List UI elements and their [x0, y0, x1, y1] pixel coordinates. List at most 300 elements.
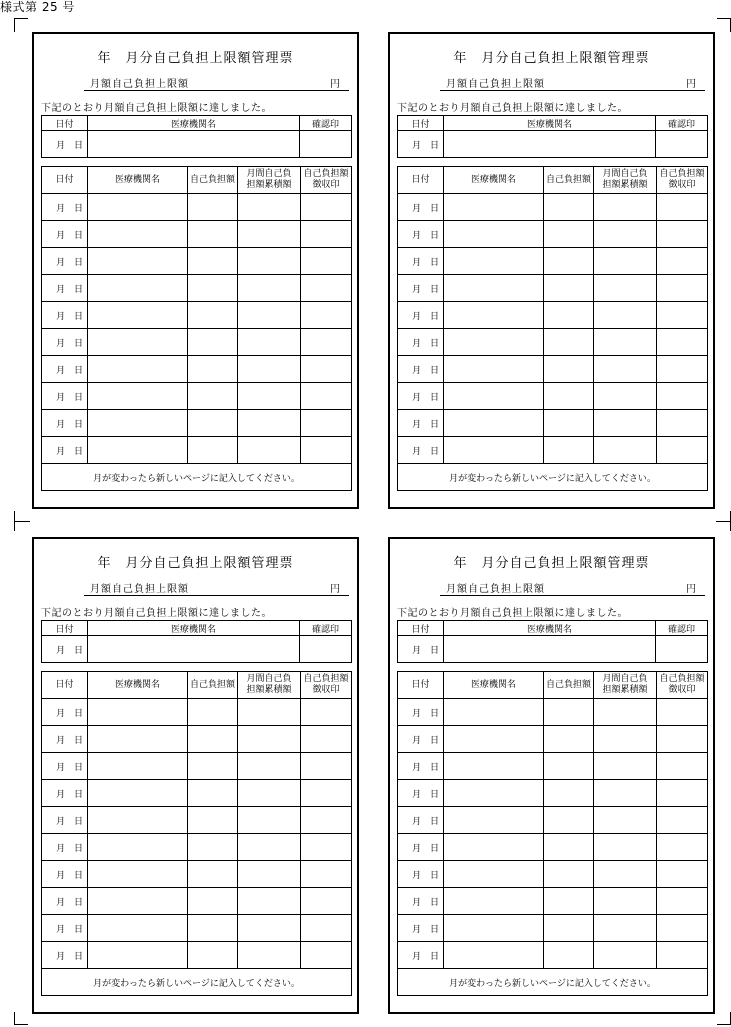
- cumulative-cell[interactable]: [238, 221, 301, 248]
- institution-cell[interactable]: [444, 834, 544, 861]
- collected-seal-cell[interactable]: [301, 221, 352, 248]
- cumulative-cell[interactable]: [594, 915, 657, 942]
- collected-seal-cell[interactable]: [301, 753, 352, 780]
- month-day-label: 月 日: [412, 789, 439, 800]
- institution-cell[interactable]: [444, 861, 544, 888]
- cumulative-cell[interactable]: [238, 437, 301, 464]
- institution-cell[interactable]: [88, 221, 188, 248]
- cumulative-cell[interactable]: [594, 834, 657, 861]
- institution-cell[interactable]: [88, 861, 188, 888]
- copay-cell[interactable]: [188, 383, 238, 410]
- date-cell[interactable]: [42, 131, 88, 158]
- copay-cell[interactable]: [544, 329, 594, 356]
- month-day-label: 月 日: [56, 708, 83, 719]
- copay-cell[interactable]: [544, 221, 594, 248]
- collected-seal-cell[interactable]: [301, 275, 352, 302]
- collected-seal-cell[interactable]: [657, 726, 708, 753]
- table-row: [398, 221, 708, 248]
- institution-cell[interactable]: [444, 942, 544, 969]
- limit-reached-table: [397, 115, 708, 158]
- copay-cell[interactable]: [544, 807, 594, 834]
- institution-cell[interactable]: [88, 131, 300, 158]
- cumulative-cell[interactable]: [594, 248, 657, 275]
- institution-cell[interactable]: [444, 753, 544, 780]
- collected-seal-cell[interactable]: [657, 888, 708, 915]
- limit-reached-note: 下記のとおり月額自己負担上限額に達しました。: [397, 103, 628, 114]
- copay-cell[interactable]: [188, 942, 238, 969]
- date-cell[interactable]: [42, 807, 88, 834]
- seal-cell[interactable]: [300, 636, 352, 663]
- yen-unit: 円: [330, 584, 341, 595]
- cumulative-cell[interactable]: [238, 194, 301, 221]
- date-cell[interactable]: [42, 275, 88, 302]
- cumulative-cell[interactable]: [594, 194, 657, 221]
- cumulative-cell[interactable]: [238, 329, 301, 356]
- institution-cell[interactable]: [444, 636, 656, 663]
- cumulative-cell[interactable]: [594, 780, 657, 807]
- cumulative-header-line1: 月間自己負: [246, 674, 292, 684]
- institution-cell[interactable]: [444, 699, 544, 726]
- copay-record-table: [397, 166, 708, 491]
- date-cell[interactable]: [398, 726, 444, 753]
- collected-seal-cell[interactable]: [301, 356, 352, 383]
- date-header: 日付: [42, 672, 88, 699]
- table-row: [398, 726, 708, 753]
- date-cell[interactable]: [42, 915, 88, 942]
- date-cell[interactable]: [398, 302, 444, 329]
- collected-seal-cell[interactable]: [657, 329, 708, 356]
- collected-seal-cell[interactable]: [657, 248, 708, 275]
- cumulative-cell[interactable]: [238, 699, 301, 726]
- cumulative-cell[interactable]: [594, 726, 657, 753]
- cumulative-header-line2: 担額累積額: [246, 180, 292, 190]
- month-day-label: 月 日: [412, 140, 439, 151]
- copay-record-table: [397, 671, 708, 996]
- copay-header: 自己負担額: [188, 672, 238, 699]
- collected-seal-cell[interactable]: [657, 699, 708, 726]
- date-cell[interactable]: [42, 356, 88, 383]
- month-day-label: 月 日: [56, 951, 83, 962]
- month-day-label: 月 日: [56, 843, 83, 854]
- copay-cell[interactable]: [188, 726, 238, 753]
- cumulative-header: [238, 167, 301, 194]
- table-row: [42, 356, 352, 383]
- cumulative-cell[interactable]: [594, 807, 657, 834]
- collected-header-line1: 自己負担額: [659, 674, 705, 684]
- table-row: [398, 248, 708, 275]
- date-cell[interactable]: [42, 753, 88, 780]
- month-day-label: 月 日: [56, 392, 83, 403]
- collected-seal-cell[interactable]: [657, 861, 708, 888]
- cumulative-cell[interactable]: [594, 221, 657, 248]
- collected-seal-header: [657, 672, 708, 699]
- institution-cell[interactable]: [88, 888, 188, 915]
- date-cell[interactable]: [398, 780, 444, 807]
- date-cell[interactable]: [42, 780, 88, 807]
- monthly-limit-line: [440, 579, 705, 596]
- copay-cell[interactable]: [544, 942, 594, 969]
- collected-seal-cell[interactable]: [301, 248, 352, 275]
- cumulative-cell[interactable]: [594, 302, 657, 329]
- copay-cell[interactable]: [188, 437, 238, 464]
- copay-cell[interactable]: [188, 302, 238, 329]
- collected-seal-cell[interactable]: [301, 329, 352, 356]
- cumulative-cell[interactable]: [238, 383, 301, 410]
- limit-reached-table: [41, 115, 352, 158]
- copay-cell[interactable]: [188, 275, 238, 302]
- copay-cell[interactable]: [188, 861, 238, 888]
- institution-cell[interactable]: [88, 383, 188, 410]
- institution-cell[interactable]: [88, 915, 188, 942]
- collected-seal-cell[interactable]: [657, 753, 708, 780]
- collected-seal-cell[interactable]: [301, 437, 352, 464]
- copay-cell[interactable]: [544, 888, 594, 915]
- date-cell[interactable]: [398, 383, 444, 410]
- date-cell[interactable]: [398, 410, 444, 437]
- copay-cell[interactable]: [544, 834, 594, 861]
- institution-cell[interactable]: [88, 302, 188, 329]
- collected-seal-cell[interactable]: [657, 780, 708, 807]
- copay-cell[interactable]: [544, 726, 594, 753]
- date-header: 日付: [398, 116, 444, 131]
- copay-cell[interactable]: [544, 753, 594, 780]
- institution-cell[interactable]: [88, 410, 188, 437]
- institution-cell[interactable]: [444, 888, 544, 915]
- date-cell[interactable]: [398, 194, 444, 221]
- date-cell[interactable]: [42, 410, 88, 437]
- collected-seal-cell[interactable]: [301, 780, 352, 807]
- copay-cell[interactable]: [544, 780, 594, 807]
- copay-cell[interactable]: [188, 194, 238, 221]
- table-footer-note: 月が変わったら新しいページに記入してください。: [398, 969, 708, 996]
- collected-seal-cell[interactable]: [301, 383, 352, 410]
- date-cell[interactable]: [42, 329, 88, 356]
- institution-cell[interactable]: [444, 221, 544, 248]
- institution-cell[interactable]: [444, 275, 544, 302]
- date-cell[interactable]: [398, 329, 444, 356]
- institution-cell[interactable]: [88, 356, 188, 383]
- cumulative-cell[interactable]: [594, 942, 657, 969]
- date-header: 日付: [398, 672, 444, 699]
- collected-seal-cell[interactable]: [657, 942, 708, 969]
- month-day-label: 月 日: [56, 645, 83, 656]
- collected-seal-cell[interactable]: [657, 383, 708, 410]
- copay-cell[interactable]: [544, 194, 594, 221]
- limit-reached-note: 下記のとおり月額自己負担上限額に達しました。: [41, 608, 272, 619]
- cumulative-cell[interactable]: [238, 753, 301, 780]
- sheet-title: 年 月分自己負担上限額管理票: [97, 51, 294, 66]
- collected-seal-cell[interactable]: [657, 275, 708, 302]
- date-cell[interactable]: [398, 131, 444, 158]
- table-row: [398, 861, 708, 888]
- date-header: 日付: [42, 621, 88, 636]
- institution-cell[interactable]: [444, 248, 544, 275]
- cumulative-cell[interactable]: [238, 726, 301, 753]
- institution-cell[interactable]: [88, 248, 188, 275]
- copay-cell[interactable]: [544, 383, 594, 410]
- collected-seal-cell[interactable]: [301, 807, 352, 834]
- crop-mark-bottom-right-h: [717, 1024, 731, 1025]
- cumulative-cell[interactable]: [594, 699, 657, 726]
- institution-cell[interactable]: [444, 302, 544, 329]
- copay-cell[interactable]: [544, 356, 594, 383]
- date-cell[interactable]: [42, 942, 88, 969]
- collected-seal-cell[interactable]: [657, 437, 708, 464]
- institution-cell[interactable]: [88, 834, 188, 861]
- cumulative-cell[interactable]: [238, 780, 301, 807]
- institution-cell[interactable]: [88, 437, 188, 464]
- cumulative-cell[interactable]: [594, 410, 657, 437]
- seal-header: 確認印: [300, 116, 352, 131]
- copay-cell[interactable]: [188, 356, 238, 383]
- institution-cell[interactable]: [88, 699, 188, 726]
- copay-cell[interactable]: [544, 437, 594, 464]
- collected-seal-cell[interactable]: [657, 194, 708, 221]
- table-footer-note: 月が変わったら新しいページに記入してください。: [42, 969, 352, 996]
- cumulative-cell[interactable]: [238, 942, 301, 969]
- crop-mark-top-left-h: [14, 18, 28, 19]
- date-cell[interactable]: [398, 942, 444, 969]
- copay-cell[interactable]: [188, 888, 238, 915]
- sheet-title: 年 月分自己負担上限額管理票: [453, 556, 650, 571]
- date-cell[interactable]: [42, 726, 88, 753]
- copay-cell[interactable]: [188, 329, 238, 356]
- institution-cell[interactable]: [444, 131, 656, 158]
- copay-cell[interactable]: [188, 248, 238, 275]
- cumulative-cell[interactable]: [594, 329, 657, 356]
- cumulative-cell[interactable]: [594, 437, 657, 464]
- date-cell[interactable]: [398, 437, 444, 464]
- table-row: [398, 699, 708, 726]
- collected-seal-cell[interactable]: [301, 861, 352, 888]
- date-cell[interactable]: [42, 636, 88, 663]
- collected-seal-cell[interactable]: [657, 221, 708, 248]
- table-row: [398, 329, 708, 356]
- date-cell[interactable]: [398, 888, 444, 915]
- collected-header-line2: 徴収印: [668, 685, 696, 695]
- collected-seal-cell[interactable]: [301, 410, 352, 437]
- management-sheet-3: [32, 537, 359, 1014]
- cumulative-cell[interactable]: [238, 915, 301, 942]
- collected-seal-cell[interactable]: [657, 410, 708, 437]
- institution-cell[interactable]: [88, 726, 188, 753]
- cumulative-cell[interactable]: [238, 275, 301, 302]
- cumulative-cell[interactable]: [238, 302, 301, 329]
- date-cell[interactable]: [398, 807, 444, 834]
- date-cell[interactable]: [42, 437, 88, 464]
- institution-cell[interactable]: [444, 726, 544, 753]
- date-cell[interactable]: [398, 915, 444, 942]
- date-cell[interactable]: [398, 861, 444, 888]
- cumulative-cell[interactable]: [594, 753, 657, 780]
- table-row: [42, 221, 352, 248]
- copay-cell[interactable]: [188, 221, 238, 248]
- month-day-label: 月 日: [412, 230, 439, 241]
- month-day-label: 月 日: [412, 392, 439, 403]
- institution-header: 医療機関名: [88, 621, 300, 636]
- table-row: [398, 356, 708, 383]
- table-row: [398, 275, 708, 302]
- collected-seal-cell[interactable]: [657, 807, 708, 834]
- cumulative-header-line2: 担額累積額: [602, 685, 648, 695]
- table-row: [398, 437, 708, 464]
- monthly-limit-line: [84, 579, 349, 596]
- institution-cell[interactable]: [444, 437, 544, 464]
- copay-cell[interactable]: [188, 915, 238, 942]
- table-row: [42, 753, 352, 780]
- limit-reached-note: 下記のとおり月額自己負担上限額に達しました。: [41, 103, 272, 114]
- table-row: [398, 888, 708, 915]
- month-day-label: 月 日: [412, 645, 439, 656]
- date-cell[interactable]: [42, 861, 88, 888]
- collected-seal-cell[interactable]: [657, 356, 708, 383]
- collected-seal-cell[interactable]: [301, 726, 352, 753]
- date-cell[interactable]: [42, 383, 88, 410]
- collected-header-line2: 徴収印: [312, 180, 340, 190]
- collected-seal-cell[interactable]: [657, 302, 708, 329]
- date-cell[interactable]: [398, 753, 444, 780]
- seal-cell[interactable]: [656, 131, 708, 158]
- copay-cell[interactable]: [188, 834, 238, 861]
- institution-cell[interactable]: [88, 942, 188, 969]
- table-row: [42, 726, 352, 753]
- date-cell[interactable]: [398, 834, 444, 861]
- month-day-label: 月 日: [412, 924, 439, 935]
- seal-cell[interactable]: [656, 636, 708, 663]
- collected-seal-cell[interactable]: [301, 915, 352, 942]
- cumulative-cell[interactable]: [594, 888, 657, 915]
- collected-seal-cell[interactable]: [301, 302, 352, 329]
- institution-cell[interactable]: [444, 780, 544, 807]
- month-day-label: 月 日: [412, 951, 439, 962]
- copay-cell[interactable]: [544, 699, 594, 726]
- date-cell[interactable]: [42, 888, 88, 915]
- cumulative-cell[interactable]: [238, 861, 301, 888]
- institution-cell[interactable]: [444, 915, 544, 942]
- collected-seal-cell[interactable]: [301, 888, 352, 915]
- cumulative-cell[interactable]: [594, 275, 657, 302]
- date-cell[interactable]: [42, 699, 88, 726]
- cumulative-cell[interactable]: [238, 807, 301, 834]
- table-row: [42, 410, 352, 437]
- month-day-label: 月 日: [412, 762, 439, 773]
- month-day-label: 月 日: [412, 897, 439, 908]
- date-cell[interactable]: [398, 699, 444, 726]
- cumulative-cell[interactable]: [594, 861, 657, 888]
- monthly-limit-line: [84, 74, 349, 91]
- copay-cell[interactable]: [544, 861, 594, 888]
- cumulative-header: [594, 672, 657, 699]
- monthly-limit-label: 月額自己負担上限額: [90, 79, 189, 90]
- month-day-label: 月 日: [56, 789, 83, 800]
- cumulative-cell[interactable]: [238, 888, 301, 915]
- crop-mark-mid-right-h: [716, 521, 731, 522]
- cumulative-cell[interactable]: [238, 410, 301, 437]
- date-cell[interactable]: [398, 636, 444, 663]
- date-cell[interactable]: [398, 221, 444, 248]
- table-row: [42, 329, 352, 356]
- institution-cell[interactable]: [88, 753, 188, 780]
- table-row: [42, 248, 352, 275]
- institution-cell[interactable]: [88, 329, 188, 356]
- table-row: [42, 699, 352, 726]
- date-cell[interactable]: [42, 221, 88, 248]
- cumulative-header-line2: 担額累積額: [602, 180, 648, 190]
- date-header: 日付: [42, 167, 88, 194]
- collected-seal-cell[interactable]: [301, 699, 352, 726]
- copay-cell[interactable]: [544, 302, 594, 329]
- table-row: [398, 753, 708, 780]
- institution-cell[interactable]: [444, 383, 544, 410]
- copay-cell[interactable]: [544, 248, 594, 275]
- copay-cell[interactable]: [544, 275, 594, 302]
- institution-cell[interactable]: [444, 356, 544, 383]
- institution-cell[interactable]: [88, 807, 188, 834]
- institution-cell[interactable]: [88, 275, 188, 302]
- crop-mark-mid-left-h: [14, 521, 30, 522]
- date-cell[interactable]: [42, 248, 88, 275]
- copay-cell[interactable]: [188, 699, 238, 726]
- institution-cell[interactable]: [444, 807, 544, 834]
- copay-cell[interactable]: [188, 807, 238, 834]
- table-row: [42, 915, 352, 942]
- crop-mark-top-right-h: [717, 18, 731, 19]
- table-row: [398, 302, 708, 329]
- collected-seal-cell[interactable]: [301, 942, 352, 969]
- institution-cell[interactable]: [444, 329, 544, 356]
- institution-header: 医療機関名: [444, 621, 656, 636]
- seal-header: 確認印: [656, 116, 708, 131]
- collected-seal-cell[interactable]: [657, 915, 708, 942]
- copay-header: 自己負担額: [544, 672, 594, 699]
- collected-seal-cell[interactable]: [657, 834, 708, 861]
- date-cell[interactable]: [398, 248, 444, 275]
- date-cell[interactable]: [42, 834, 88, 861]
- copay-cell[interactable]: [188, 780, 238, 807]
- date-cell[interactable]: [42, 302, 88, 329]
- cumulative-header-line1: 月間自己負: [602, 169, 648, 179]
- table-row: [398, 942, 708, 969]
- collected-seal-cell[interactable]: [301, 194, 352, 221]
- cumulative-cell[interactable]: [238, 834, 301, 861]
- copay-cell[interactable]: [544, 915, 594, 942]
- seal-cell[interactable]: [300, 131, 352, 158]
- institution-cell[interactable]: [88, 194, 188, 221]
- date-cell[interactable]: [398, 356, 444, 383]
- institution-cell[interactable]: [88, 636, 300, 663]
- table-row: [42, 275, 352, 302]
- month-day-label: 月 日: [412, 257, 439, 268]
- collected-seal-cell[interactable]: [301, 834, 352, 861]
- institution-cell[interactable]: [444, 410, 544, 437]
- cumulative-cell[interactable]: [238, 248, 301, 275]
- cumulative-cell[interactable]: [238, 356, 301, 383]
- copay-cell[interactable]: [188, 410, 238, 437]
- institution-cell[interactable]: [88, 780, 188, 807]
- month-day-label: 月 日: [412, 284, 439, 295]
- copay-cell[interactable]: [188, 753, 238, 780]
- cumulative-cell[interactable]: [594, 383, 657, 410]
- cumulative-cell[interactable]: [594, 356, 657, 383]
- month-day-label: 月 日: [56, 203, 83, 214]
- institution-cell[interactable]: [444, 194, 544, 221]
- cumulative-header-line1: 月間自己負: [246, 169, 292, 179]
- date-cell[interactable]: [42, 194, 88, 221]
- table-row: [42, 834, 352, 861]
- copay-cell[interactable]: [544, 410, 594, 437]
- table-row: [398, 834, 708, 861]
- date-cell[interactable]: [398, 275, 444, 302]
